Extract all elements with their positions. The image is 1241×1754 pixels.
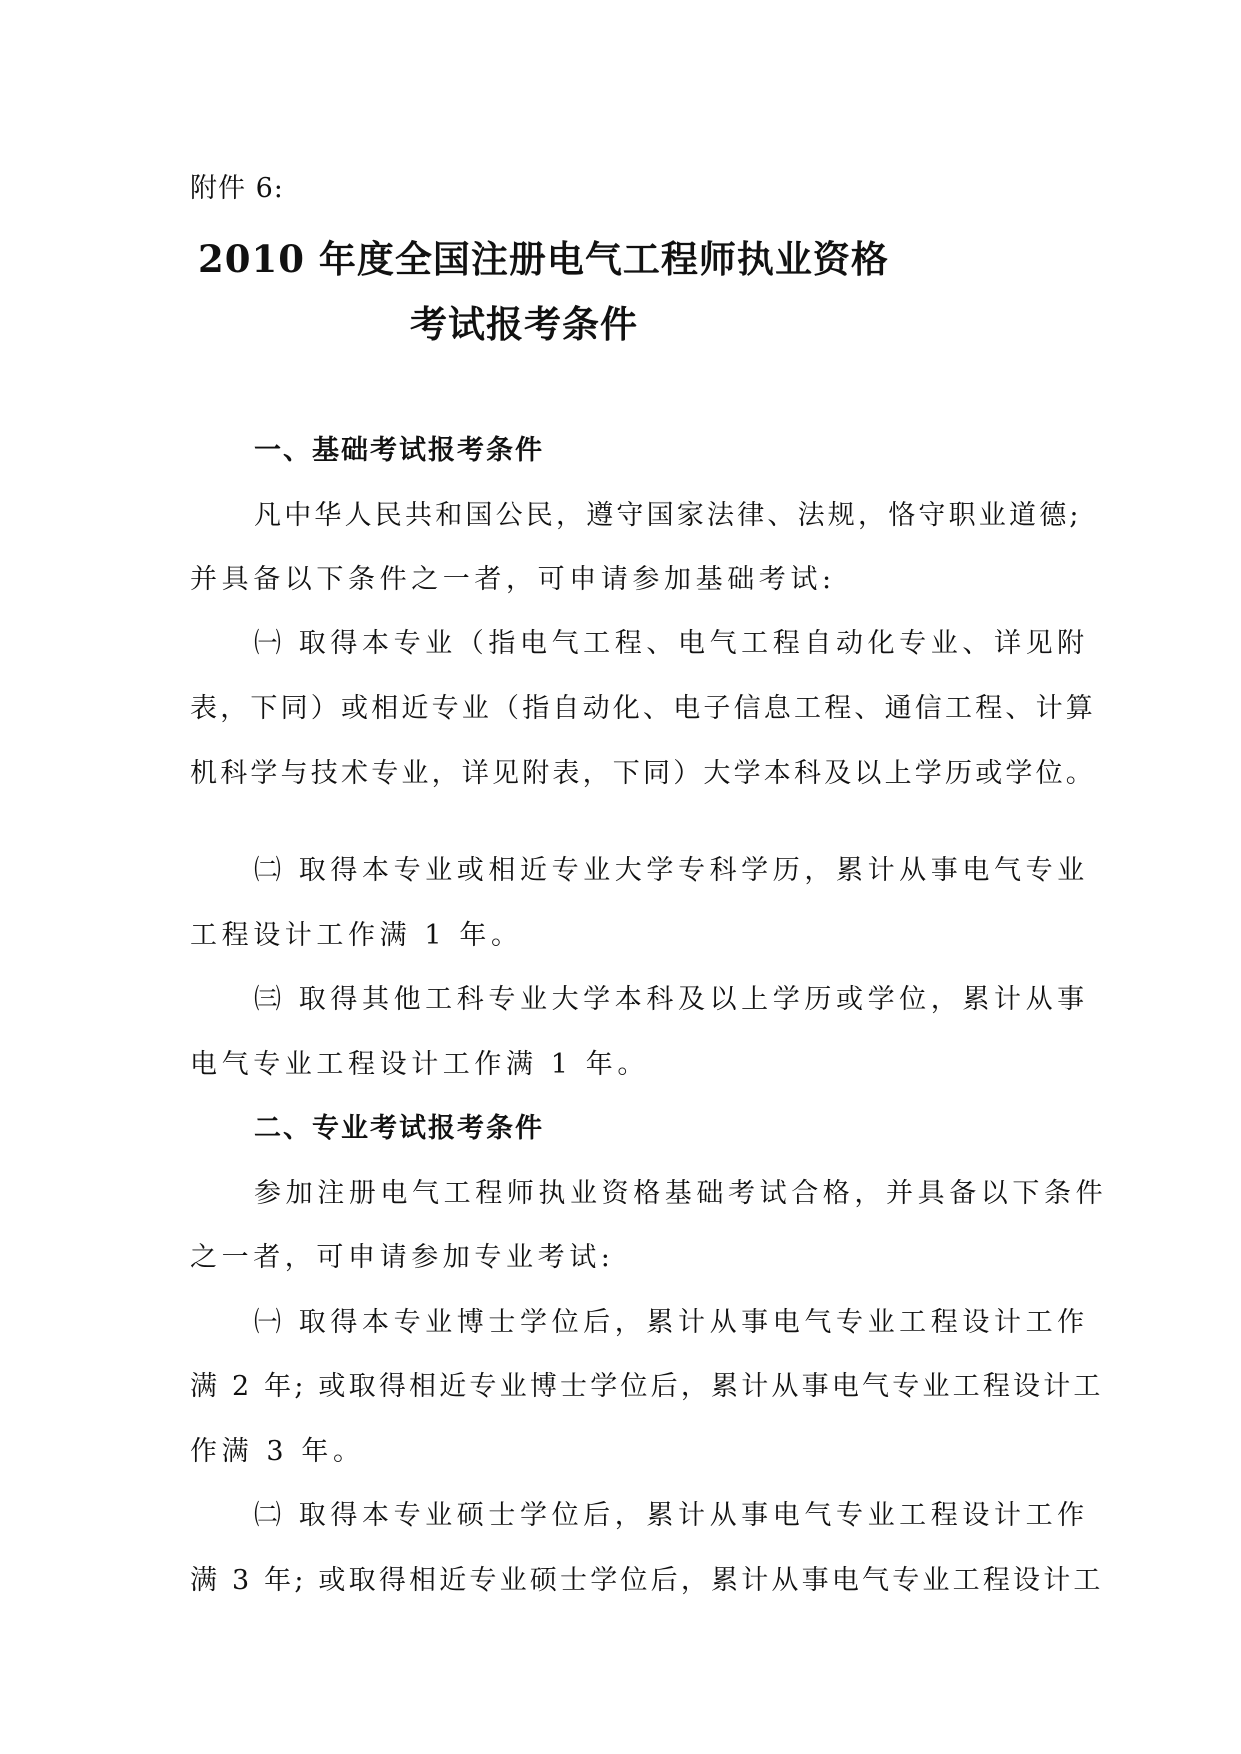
section1-item1-line3: 机科学与技术专业，详见附表，下同）大学本科及以上学历或学位。 [190, 758, 1096, 789]
section2-heading: 二、专业考试报考条件 [254, 1113, 544, 1144]
section2-item1-line1: ㈠ 取得本专业博士学位后，累计从事电气专业工程设计工作 [254, 1307, 1089, 1338]
section1-item1-line1: ㈠ 取得本专业（指电气工程、电气工程自动化专业、详见附 [254, 628, 1089, 659]
section1-item1-line2: 表，下同）或相近专业（指自动化、电子信息工程、通信工程、计算 [190, 693, 1096, 724]
attachment-label: 附件 6: [190, 173, 284, 204]
section1-item2-line2: 工程设计工作满 1 年。 [190, 920, 523, 951]
section2-intro-line2: 之一者，可申请参加专业考试: [190, 1242, 615, 1273]
document-title-line1: 2010 年度全国注册电气工程师执业资格 [198, 237, 889, 281]
section1-heading: 一、基础考试报考条件 [254, 435, 544, 466]
section2-item2-line2: 满 3 年; 或取得相近专业硕士学位后，累计从事电气专业工程设计工 [190, 1565, 1104, 1596]
section2-item1-line2: 满 2 年; 或取得相近专业博士学位后，累计从事电气专业工程设计工 [190, 1371, 1104, 1402]
section1-intro-line2: 并具备以下条件之一者，可申请参加基础考试: [190, 564, 836, 595]
section1-intro-line1: 凡中华人民共和国公民，遵守国家法律、法规，恪守职业道德; [254, 500, 1082, 531]
section2-intro-line1: 参加注册电气工程师执业资格基础考试合格，并具备以下条件 [254, 1178, 1108, 1209]
section2-item2-line1: ㈡ 取得本专业硕士学位后，累计从事电气专业工程设计工作 [254, 1500, 1089, 1531]
section1-item2-line1: ㈡ 取得本专业或相近专业大学专科学历，累计从事电气专业 [254, 855, 1089, 886]
document-title-line2: 考试报考条件 [410, 302, 638, 346]
section1-item3-line1: ㈢ 取得其他工科专业大学本科及以上学历或学位，累计从事 [254, 984, 1089, 1015]
section2-item1-line3: 作满 3 年。 [190, 1436, 365, 1467]
section1-item3-line2: 电气专业工程设计工作满 1 年。 [190, 1049, 649, 1080]
